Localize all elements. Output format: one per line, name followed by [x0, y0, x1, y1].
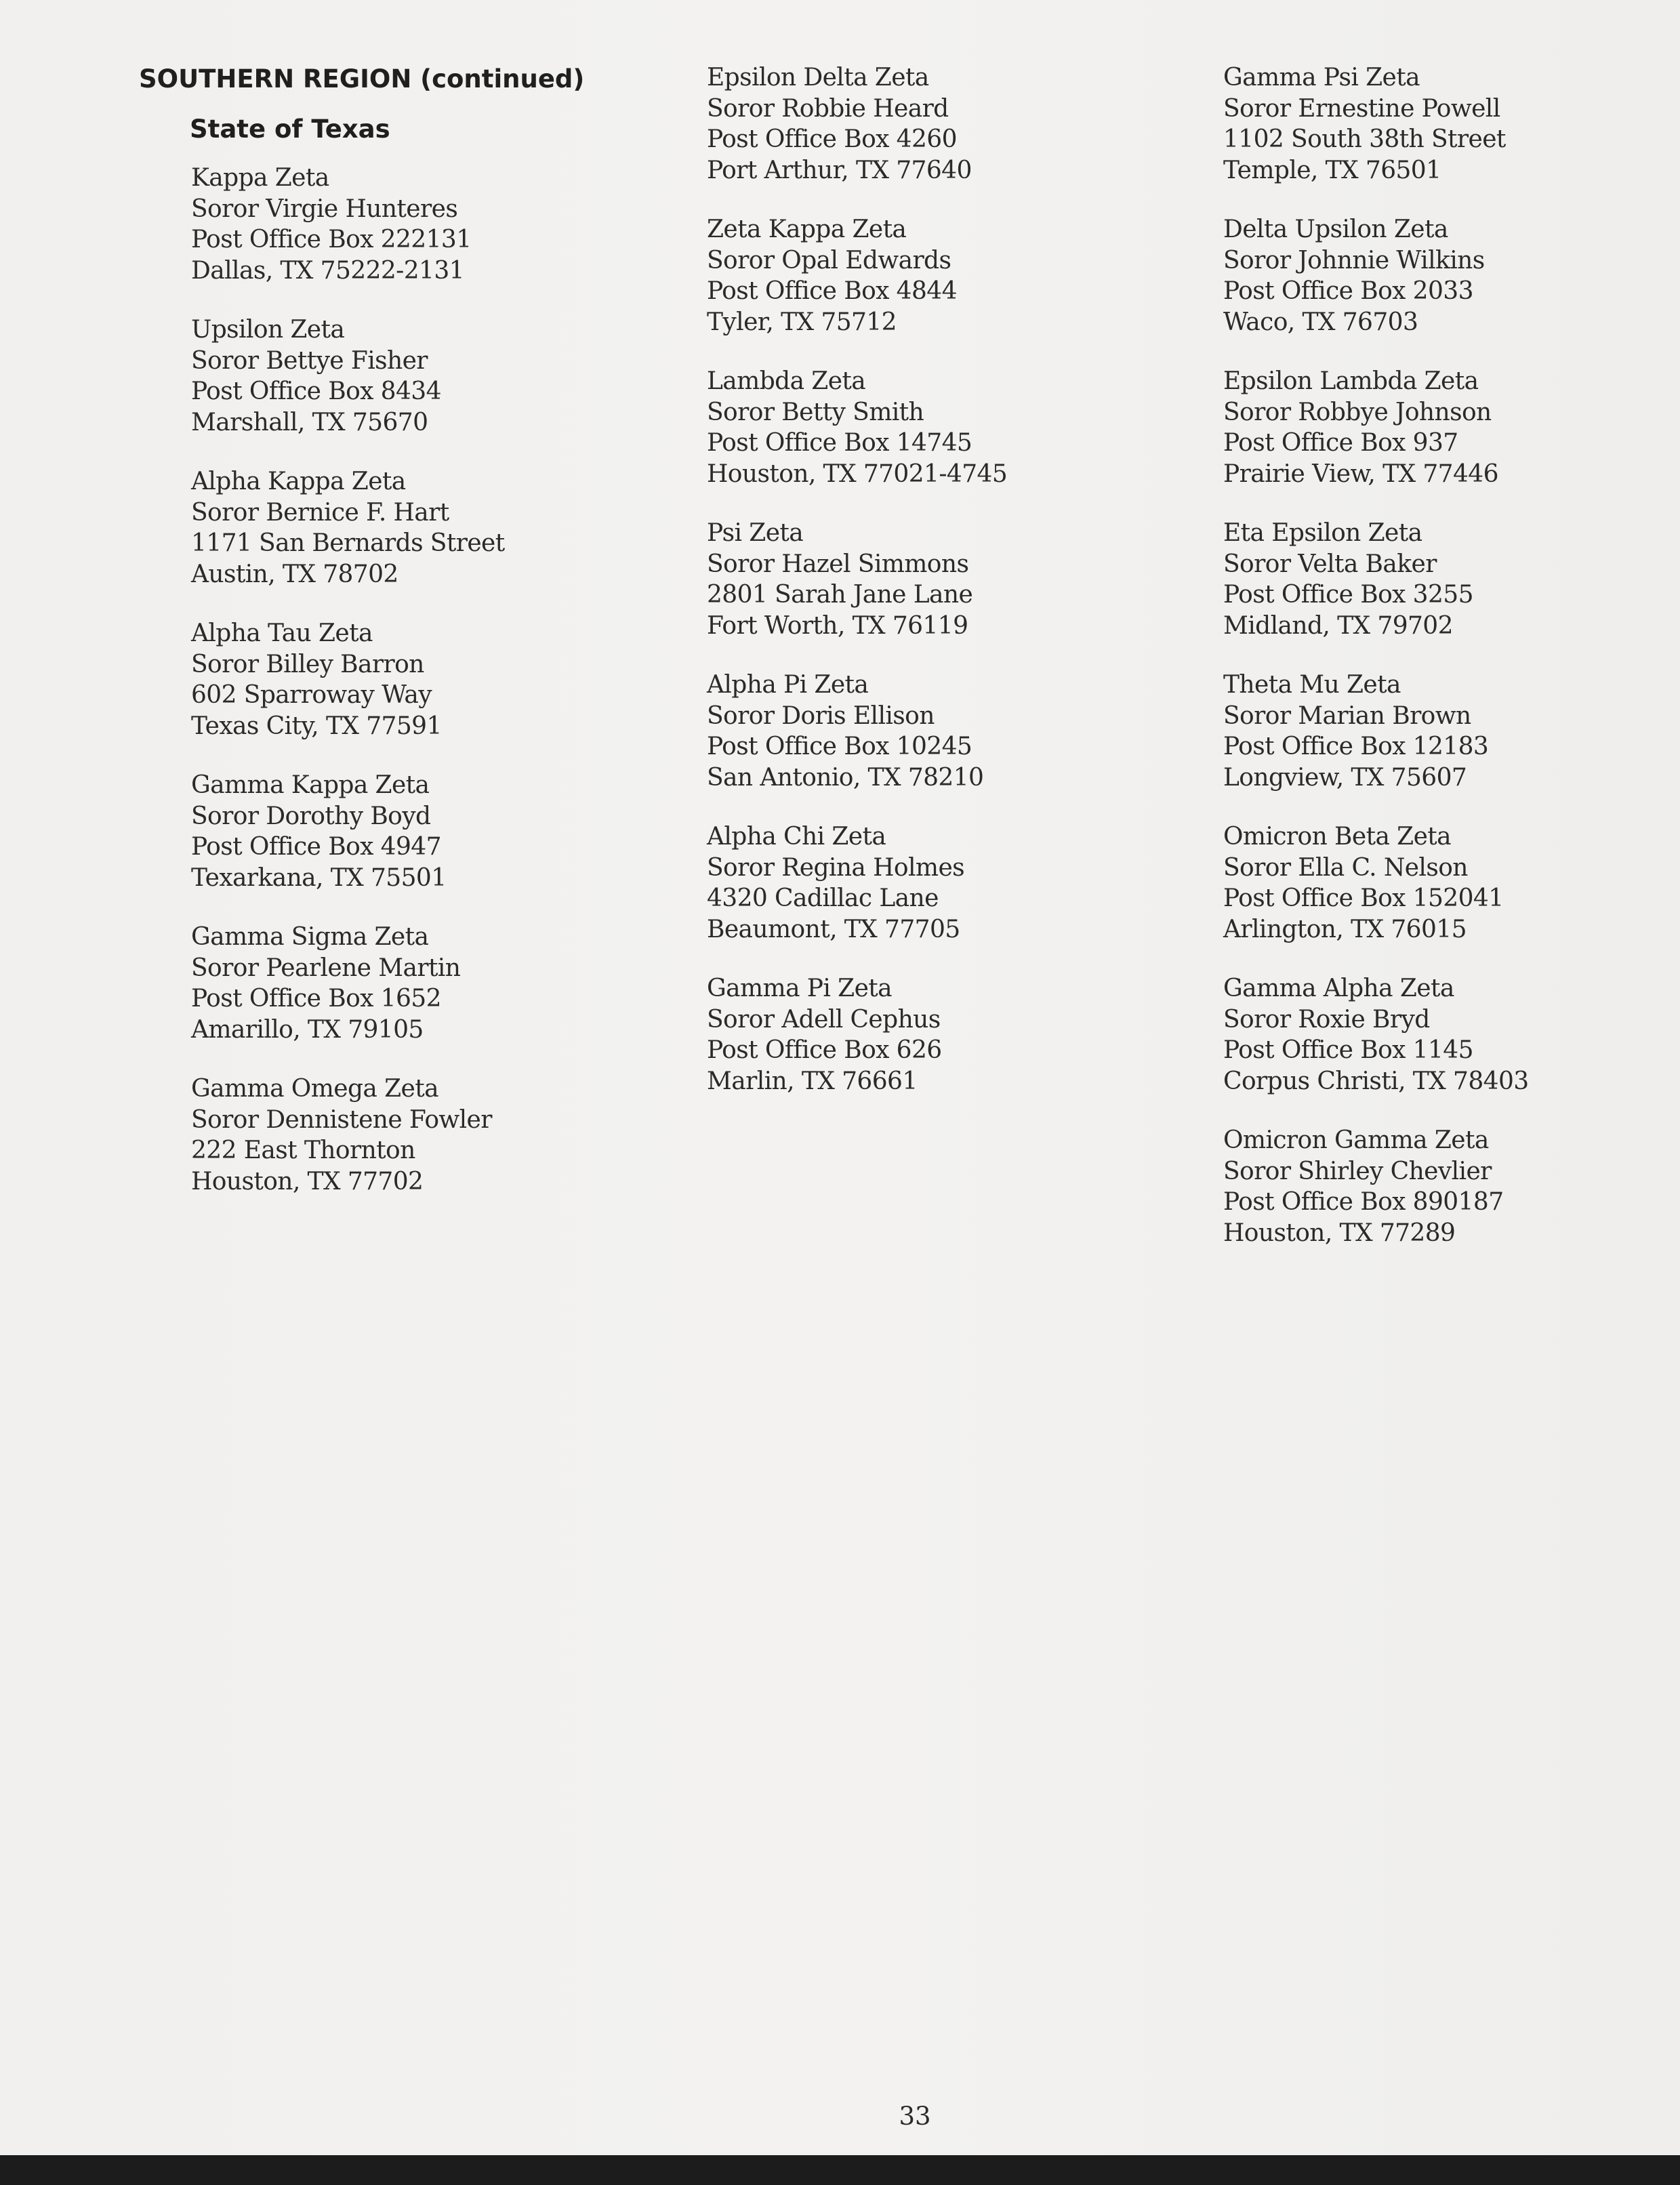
- chapter-entry: [191, 314, 681, 438]
- chapter-city: Houston, TX 77702: [191, 1167, 424, 1196]
- chapter-entry: [1223, 518, 1671, 641]
- chapter-entry: [191, 770, 681, 893]
- chapter-address: Post Office Box 4844: [707, 277, 957, 305]
- chapter-city: Arlington, TX 76015: [1223, 915, 1467, 943]
- chapter-entry: [707, 62, 1195, 186]
- chapter-city: San Antonio, TX 78210: [707, 763, 984, 792]
- chapter-address: Post Office Box 2033: [1223, 277, 1473, 305]
- chapter-contact: Soror Doris Ellison: [707, 701, 935, 730]
- chapter-contact: Soror Marian Brown: [1223, 701, 1471, 730]
- chapter-name: Gamma Kappa Zeta: [191, 771, 430, 799]
- chapter-address: 1171 San Bernards Street: [191, 529, 505, 557]
- chapter-city: Houston, TX 77021-4745: [707, 460, 1008, 488]
- chapter-city: Longview, TX 75607: [1223, 763, 1467, 792]
- scan-bottom-edge: [0, 2155, 1680, 2185]
- state-title: State of Texas: [190, 115, 390, 144]
- chapter-contact: Soror Virgie Hunteres: [191, 195, 458, 223]
- chapter-name: Alpha Chi Zeta: [707, 823, 886, 851]
- chapter-entry: [707, 973, 1195, 1097]
- chapter-contact: Soror Pearlene Martin: [191, 954, 461, 982]
- chapter-city: Austin, TX 78702: [191, 560, 398, 588]
- chapter-contact: Soror Robbye Johnson: [1223, 398, 1492, 426]
- chapter-city: Midland, TX 79702: [1223, 611, 1453, 640]
- chapter-entry: [707, 518, 1195, 641]
- column-2: [707, 62, 1195, 1125]
- chapter-list: [191, 163, 681, 1197]
- chapter-name: Alpha Tau Zeta: [191, 619, 373, 647]
- chapter-city: Texarkana, TX 75501: [191, 863, 447, 892]
- chapter-entry: [707, 821, 1195, 945]
- chapter-name: Omicron Gamma Zeta: [1223, 1126, 1489, 1154]
- chapter-contact: Soror Hazel Simmons: [707, 550, 969, 578]
- chapter-name: Psi Zeta: [707, 519, 804, 547]
- chapter-city: Fort Worth, TX 76119: [707, 611, 968, 640]
- chapter-entry: [191, 922, 681, 1045]
- chapter-address: Post Office Box 890187: [1223, 1188, 1504, 1216]
- chapter-city: Port Arthur, TX 77640: [707, 156, 972, 184]
- chapter-contact: Soror Roxie Bryd: [1223, 1005, 1430, 1034]
- chapter-contact: Soror Ella C. Nelson: [1223, 853, 1468, 882]
- region-title: SOUTHERN REGION (continued): [139, 64, 585, 94]
- chapter-city: Houston, TX 77289: [1223, 1219, 1456, 1247]
- chapter-address: Post Office Box 4260: [707, 125, 957, 153]
- chapter-contact: Soror Dorothy Boyd: [191, 802, 431, 830]
- chapter-address: 2801 Sarah Jane Lane: [707, 581, 973, 609]
- chapter-contact: Soror Shirley Chevlier: [1223, 1157, 1492, 1185]
- chapter-name: Delta Upsilon Zeta: [1223, 216, 1448, 243]
- chapter-city: Dallas, TX 75222-2131: [191, 256, 464, 285]
- chapter-city: Temple, TX 76501: [1223, 156, 1441, 184]
- chapter-entry: [191, 618, 681, 741]
- chapter-address: Post Office Box 1652: [191, 985, 441, 1013]
- chapter-address: Post Office Box 222131: [191, 226, 472, 253]
- chapter-city: Beaumont, TX 77705: [707, 915, 960, 943]
- chapter-entry: [1223, 62, 1671, 186]
- chapter-contact: Soror Billey Barron: [191, 650, 424, 678]
- chapter-address: Post Office Box 626: [707, 1036, 942, 1064]
- chapter-contact: Soror Bernice F. Hart: [191, 498, 449, 527]
- page-number: 33: [899, 2102, 931, 2131]
- column-3: [1223, 62, 1671, 1277]
- chapter-name: Gamma Sigma Zeta: [191, 923, 429, 951]
- chapter-name: Epsilon Lambda Zeta: [1223, 367, 1479, 395]
- chapter-address: Post Office Box 152041: [1223, 884, 1504, 912]
- chapter-contact: Soror Velta Baker: [1223, 550, 1437, 578]
- chapter-entry: [1223, 670, 1671, 793]
- chapter-contact: Soror Robbie Heard: [707, 94, 949, 123]
- chapter-entry: [1223, 214, 1671, 338]
- chapter-entry: [707, 670, 1195, 793]
- chapter-entry: [191, 1074, 681, 1197]
- chapter-name: Kappa Zeta: [191, 164, 329, 192]
- chapter-name: Gamma Omega Zeta: [191, 1075, 438, 1103]
- chapter-city: Marlin, TX 76661: [707, 1067, 918, 1095]
- chapter-name: Lambda Zeta: [707, 367, 866, 395]
- chapter-entry: [191, 466, 681, 590]
- chapter-contact: Soror Betty Smith: [707, 398, 924, 426]
- chapter-contact: Soror Bettye Fisher: [191, 346, 428, 375]
- chapter-address: Post Office Box 12183: [1223, 733, 1489, 760]
- chapter-address: Post Office Box 4947: [191, 833, 441, 861]
- chapter-city: Amarillo, TX 79105: [191, 1015, 424, 1044]
- chapter-address: Post Office Box 8434: [191, 377, 441, 405]
- chapter-name: Epsilon Delta Zeta: [707, 64, 929, 91]
- chapter-contact: Soror Opal Edwards: [707, 246, 951, 274]
- chapter-name: Gamma Alpha Zeta: [1223, 975, 1454, 1002]
- chapter-name: Eta Epsilon Zeta: [1223, 519, 1422, 547]
- chapter-name: Gamma Pi Zeta: [707, 975, 893, 1002]
- chapter-city: Texas City, TX 77591: [191, 712, 442, 740]
- chapter-address: Post Office Box 937: [1223, 429, 1458, 457]
- chapter-name: Upsilon Zeta: [191, 316, 345, 344]
- chapter-address: 602 Sparroway Way: [191, 681, 432, 709]
- chapter-entry: [191, 163, 681, 286]
- chapter-contact: Soror Regina Holmes: [707, 853, 965, 882]
- chapter-address: Post Office Box 3255: [1223, 581, 1473, 609]
- column-1: [139, 62, 681, 1225]
- chapter-entry: [1223, 1125, 1671, 1248]
- chapter-city: Prairie View, TX 77446: [1223, 460, 1498, 488]
- chapter-address: Post Office Box 1145: [1223, 1036, 1473, 1064]
- chapter-address: Post Office Box 14745: [707, 429, 972, 457]
- chapter-address: 4320 Cadillac Lane: [707, 884, 939, 912]
- chapter-city: Tyler, TX 75712: [707, 308, 897, 336]
- chapter-address: 1102 South 38th Street: [1223, 125, 1506, 153]
- chapter-entry: [707, 214, 1195, 338]
- chapter-name: Zeta Kappa Zeta: [707, 216, 907, 243]
- chapter-name: Theta Mu Zeta: [1223, 671, 1401, 699]
- chapter-entry: [1223, 973, 1671, 1097]
- chapter-address: Post Office Box 10245: [707, 733, 972, 760]
- chapter-name: Alpha Kappa Zeta: [191, 468, 406, 495]
- chapter-address: 222 East Thornton: [191, 1137, 415, 1164]
- chapter-contact: Soror Ernestine Powell: [1223, 94, 1500, 123]
- chapter-entry: [1223, 366, 1671, 489]
- chapter-city: Marshall, TX 75670: [191, 408, 428, 436]
- chapter-entry: [1223, 821, 1671, 945]
- chapter-contact: Soror Dennistene Fowler: [191, 1105, 492, 1134]
- chapter-name: Gamma Psi Zeta: [1223, 64, 1420, 91]
- chapter-city: Waco, TX 76703: [1223, 308, 1418, 336]
- chapter-contact: Soror Johnnie Wilkins: [1223, 246, 1485, 274]
- chapter-name: Omicron Beta Zeta: [1223, 823, 1452, 851]
- chapter-city: Corpus Christi, TX 78403: [1223, 1067, 1529, 1095]
- chapter-entry: [707, 366, 1195, 489]
- chapter-list: [1223, 62, 1671, 1248]
- chapter-contact: Soror Adell Cephus: [707, 1005, 941, 1034]
- chapter-list: [707, 62, 1195, 1097]
- chapter-name: Alpha Pi Zeta: [707, 671, 869, 699]
